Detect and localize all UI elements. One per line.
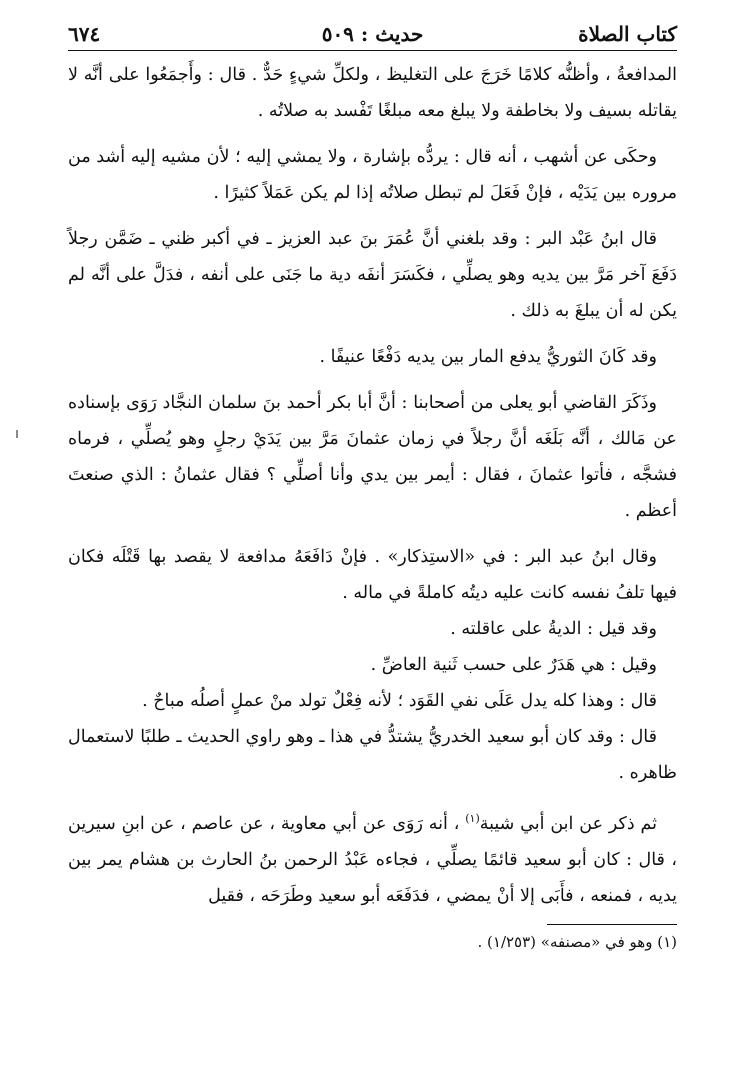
- footnote-reference: (١): [465, 812, 480, 825]
- paragraph: [68, 801, 677, 914]
- footnote-divider: [547, 924, 677, 925]
- paragraph: قال : وقد كان أبو سعيد الخدريُّ يشتدُّ في هذا ـ وهو راوي الحديث ـ طلبًا لاستعمال ظاهره .: [68, 727, 677, 783]
- paragraph: وقال ابنُ عبد البر : في «الاستِذكار» . فإنْ دَافَعَهُ مدافعة لا يقصد بها قَتْلَه فكان فيها تلفُ نفسه كانت عليه ديتُه كاملةً في ماله .: [68, 547, 677, 603]
- paragraph: وقد قيل : الديةُ على عاقلته .: [450, 619, 657, 639]
- header-divider: [68, 50, 677, 51]
- paragraph: وذَكَرَ القاضي أبو يعلى من أصحابنا : أنَّ أبا بكر أحمد بنَ سلمان النجَّاد رَوَى بإسناده عن مَالك ، أنَّه بَلَغَه أنَّ رجلاً في زمان عثمانَ مَرَّ بين يَدَيْ رجلٍ وهو يُصلِّي ، فرماه فشجَّه ، فأتوا عثمانَ ، فقال : أيمر بين يدي وأنا أصلِّي ؟ فقال عثمانُ : الذي صنعتَ أعظم .: [68, 393, 677, 521]
- paragraph-text: ، أنه رَوَى عن أبي معاوية ، عن عاصم ، عن ابنِ سيرين ، قال : كان أبو سعيد قائمًا يصلِّي ، فجاءه عَبْدُ الرحمن بنُ الحارث بن هشام يمر بين يديه ، فمنعه ، فأَبَى إلا أنْ يمضي ، فدَفَعَه أبو سعيد وطَرَحَه ، فقيل: [68, 813, 677, 906]
- paragraph: وقد كَانَ الثوريُّ يدفع المار بين يديه دَفْعًا عنيفًا .: [319, 347, 657, 367]
- paragraph-text: ثم ذكر عن ابن أبي شيبة: [479, 813, 657, 834]
- book-title: كتاب الصلاة: [578, 22, 677, 46]
- page-header: [68, 22, 677, 46]
- hadith-number: حديث : ٥٠٩: [321, 22, 424, 46]
- document-page: [68, 22, 677, 955]
- paragraph: المدافعةُ ، وأظنُّه كلامًا خَرَجَ على التغليظ ، ولكلِّ شيءٍ حَدٌّ . قال : وأَجمَعُوا على أنَّه لا يقاتله بسيف ولا بخاطفة ولا يبلغ معه مبلغًا تَفْسد به صلاتُه .: [68, 65, 677, 121]
- page-number: ٦٧٤: [68, 22, 101, 46]
- margin-mark: [16, 430, 18, 438]
- footnote: (١) وهو في «مصنفه» (١/٢٥٣) .: [477, 932, 677, 951]
- paragraph: وقيل : هي هَدَرٌ على حسب ثَنية العاضِّ .: [370, 655, 657, 675]
- paragraph: قال ابنُ عَبْد البر : وقد بلغني أنَّ عُمَرَ بنَ عبد العزيز ـ في أكبر ظني ـ ضَمَّن رجلاً دَفَعَ آخر مَرَّ بين يديه وهو يصلِّي ، فكَسَرَ أنفَه دية ما جَنَى على أنفه ، فدَلَّ على أنَّه لم يكن له أن يبلغَ به ذلك .: [68, 229, 677, 321]
- main-text: [68, 57, 677, 914]
- paragraph: وحكَى عن أشهب ، أنه قال : يردُّه بإشارة ، ولا يمشي إليه ؛ لأن مشيه إليه أشد من مروره بين يَدَيْه ، فإنْ فَعَلَ لم تبطل صلاتُه إذا لم يكن عَمَلاً كثيرًا .: [68, 147, 677, 203]
- paragraph: قال : وهذا كله يدل عَلَى نفي القَوَد ؛ لأنه فِعْلٌ تولد منْ عملٍ أصلُه مباحٌ .: [142, 691, 657, 711]
